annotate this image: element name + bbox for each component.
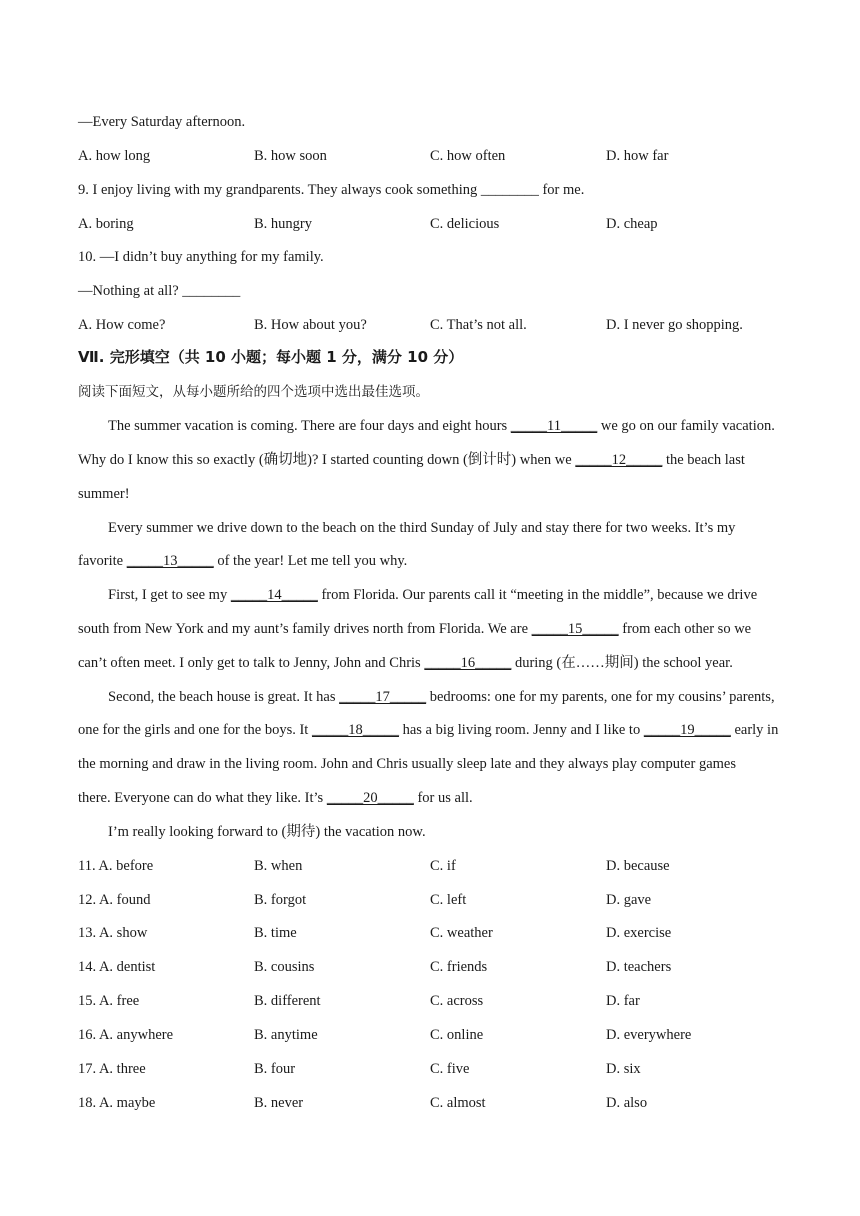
passage-text: favorite [78, 553, 127, 569]
q10-question: 10. —I didn’t buy anything for my family. [78, 249, 324, 265]
q15-option-a: 15. A. free [78, 993, 140, 1009]
passage-line [78, 653, 733, 673]
section-heading: Ⅶ. 完形填空（共 10 小题；每小题 1 分，满分 10 分） [78, 348, 464, 366]
passage-line [108, 585, 757, 605]
blank-20: _____20_____ [326, 790, 414, 806]
q10-option-d: D. I never go shopping. [606, 317, 743, 333]
passage-text: Second, the beach house is great. It has [108, 689, 340, 705]
passage-line: I’m really looking forward to (期待) the vacation now. [108, 824, 426, 840]
passage-text: can’t often meet. I only get to talk to Jenny, John and Chris [78, 655, 425, 671]
q17-option-b: B. four [254, 1061, 296, 1077]
q8-option-a: A. how long [78, 148, 151, 164]
q17-option-d: D. six [606, 1061, 641, 1077]
q16-option-c: C. online [430, 1027, 484, 1043]
passage-line: Every summer we drive down to the beach on the third Sunday of July and stay there for two weeks. It’s my [108, 520, 736, 536]
q11-option-d: D. because [606, 858, 670, 874]
blank-17: _____17_____ [339, 689, 427, 705]
passage-text: bedrooms: one for my parents, one for my cousins’ parents, [426, 689, 775, 705]
q9-question [78, 180, 584, 200]
q15-option-b: B. different [254, 993, 321, 1009]
passage-text: early in [730, 722, 779, 738]
passage-line [78, 720, 778, 740]
q8-option-c: C. how often [430, 148, 506, 164]
q10-option-b: B. How about you? [254, 317, 367, 333]
q13-option-a: 13. A. show [78, 925, 148, 941]
q12-option-d: D. gave [606, 892, 652, 908]
q15-option-d: D. far [606, 993, 640, 1009]
blank-15: _____15_____ [531, 621, 619, 637]
q9-text-after: for me. [538, 182, 585, 198]
passage-text: we go on our family vacation. [597, 418, 775, 434]
q18-option-d: D. also [606, 1095, 648, 1111]
passage-text: of the year! Let me tell you why. [213, 553, 408, 569]
q9-blank: ________ [480, 182, 539, 198]
passage-text: Why do I know this so exactly (确切地)? I started counting down (倒计时) when we [78, 452, 576, 468]
q9-option-b: B. hungry [254, 216, 312, 232]
blank-12: _____12_____ [575, 452, 663, 468]
q11-option-a: 11. A. before [78, 858, 154, 874]
q18-option-c: C. almost [430, 1095, 486, 1111]
q17-option-c: C. five [430, 1061, 470, 1077]
blank-11: _____11_____ [510, 418, 598, 434]
q17-option-a: 17. A. three [78, 1061, 146, 1077]
passage-line: summer! [78, 486, 130, 502]
passage-text: the beach last [662, 452, 745, 468]
passage-text: has a big living room. Jenny and I like to [398, 722, 644, 738]
q14-option-a: 14. A. dentist [78, 959, 156, 975]
passage-line [78, 450, 745, 470]
q14-option-d: D. teachers [606, 959, 672, 975]
q12-option-b: B. forgot [254, 892, 307, 908]
q11-option-b: B. when [254, 858, 303, 874]
section-instruction: 阅读下面短文，从每小题所给的四个选项中选出最佳选项。 [78, 384, 429, 400]
q10-blank: ________ [182, 283, 241, 299]
q9-option-a: A. boring [78, 216, 134, 232]
q10-option-a: A. How come? [78, 317, 166, 333]
passage-text: from each other so we [618, 621, 752, 637]
q14-option-b: B. cousins [254, 959, 315, 975]
q10-option-c: C. That’s not all. [430, 317, 527, 333]
q10-reply-text: —Nothing at all? [78, 283, 183, 299]
q10-reply [78, 281, 240, 301]
q12-option-a: 12. A. found [78, 892, 151, 908]
q8-option-d: D. how far [606, 148, 669, 164]
q14-option-c: C. friends [430, 959, 488, 975]
q16-option-a: 16. A. anywhere [78, 1027, 174, 1043]
q11-option-c: C. if [430, 858, 456, 874]
passage-text: south from New York and my aunt’s family drives north from Florida. We are [78, 621, 532, 637]
q8-option-b: B. how soon [254, 148, 327, 164]
passage-line [78, 619, 751, 639]
q9-option-d: D. cheap [606, 216, 658, 232]
blank-16: _____16_____ [424, 655, 512, 671]
blank-14: _____14_____ [230, 587, 318, 603]
q16-option-d: D. everywhere [606, 1027, 692, 1043]
passage-line: the morning and draw in the living room. John and Chris usually sleep late and they always play computer games [78, 756, 736, 772]
q15-option-c: C. across [430, 993, 484, 1009]
passage-line [78, 788, 473, 808]
q18-option-a: 18. A. maybe [78, 1095, 156, 1111]
passage-text: The summer vacation is coming. There are four days and eight hours [108, 418, 511, 434]
q9-text-before: 9. I enjoy living with my grandparents. They always cook something [78, 182, 481, 198]
q18-option-b: B. never [254, 1095, 304, 1111]
passage-line [78, 551, 407, 571]
q9-option-c: C. delicious [430, 216, 500, 232]
passage-line [108, 687, 775, 707]
q13-option-d: D. exercise [606, 925, 672, 941]
passage-text: there. Everyone can do what they like. It’s [78, 790, 327, 806]
q8-answer-line: —Every Saturday afternoon. [78, 114, 246, 130]
passage-text: from Florida. Our parents call it “meeting in the middle”, because we drive [317, 587, 758, 603]
passage-text: during (在……期间) the school year. [511, 655, 733, 671]
passage-line [108, 416, 775, 436]
q16-option-b: B. anytime [254, 1027, 318, 1043]
blank-18: _____18_____ [311, 722, 399, 738]
q12-option-c: C. left [430, 892, 467, 908]
blank-19: _____19_____ [643, 722, 731, 738]
blank-13: _____13_____ [126, 553, 214, 569]
q13-option-c: C. weather [430, 925, 493, 941]
passage-text: First, I get to see my [108, 587, 231, 603]
q13-option-b: B. time [254, 925, 297, 941]
passage-text: one for the girls and one for the boys. It [78, 722, 312, 738]
passage-text: for us all. [413, 790, 473, 806]
